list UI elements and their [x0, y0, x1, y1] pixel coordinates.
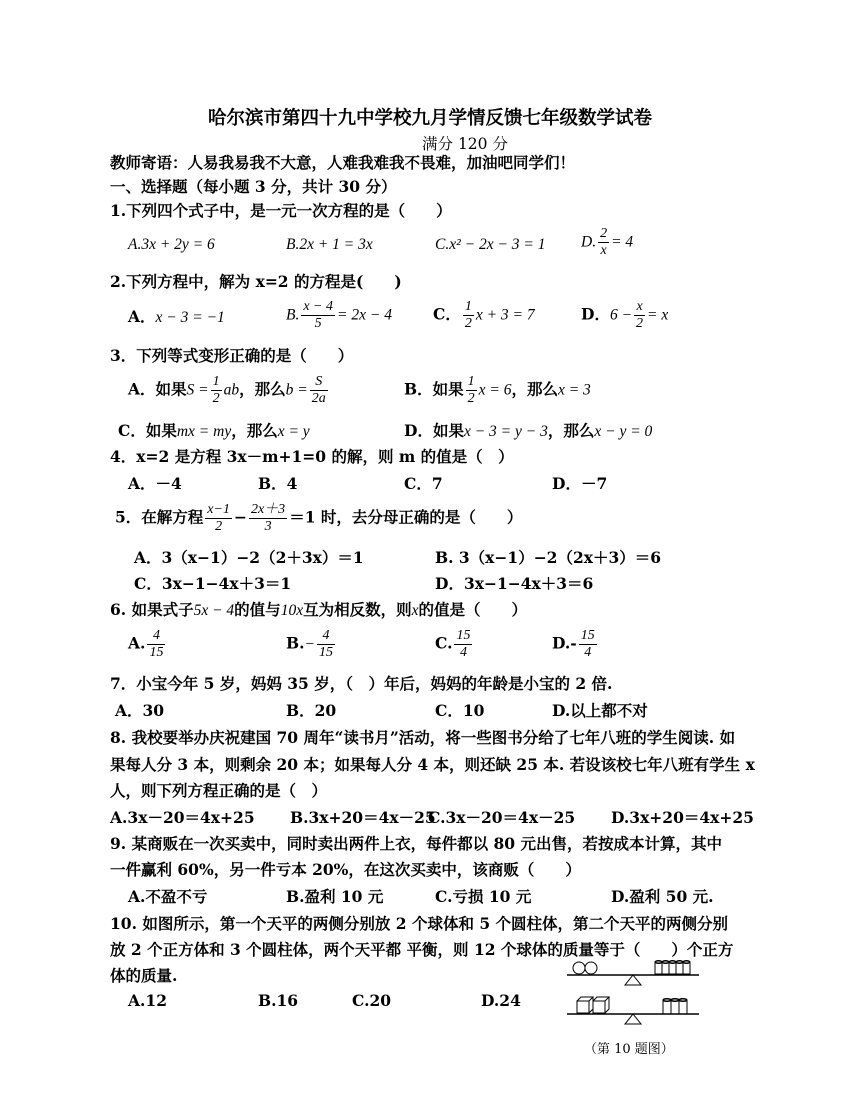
q1-d-num: 2	[600, 226, 608, 241]
q1-stem: 1.下列四个式子中，是一元一次方程的是（ ）	[110, 201, 452, 220]
q9-line1: 9. 某商贩在一次买卖中，同时卖出两件上衣，每件都以 80 元出售，若按成本计算，其中	[110, 834, 722, 853]
q7-option-c: C．10	[435, 701, 485, 720]
q3-d-pre: D．如果	[404, 421, 464, 440]
q6-b-sign: −	[304, 635, 315, 653]
q10-line1: 10. 如图所示，第一个天平的两侧分别放 2 个球体和 5 个圆柱体，第二个天平的两侧分别	[110, 914, 729, 933]
teacher-message: 教师寄语：人易我易我不大意，人难我难我不畏难，加油吧同学们！	[110, 153, 576, 172]
q5-option-b: B. 3（x−1）−2（2x＋3）＝6	[435, 548, 662, 567]
q5-stem	[115, 502, 522, 535]
q7-stem: 7．小宝今年 5 岁，妈妈 35 岁，（ ）年后，妈妈的年龄是小宝的 2 倍.	[110, 674, 613, 693]
q3-a-fraction	[211, 374, 222, 407]
q6-option-b	[286, 628, 337, 661]
q3-c-pre: C．如果	[118, 421, 177, 440]
q1-c-expr: x² − 2x − 3 = 1	[449, 236, 546, 253]
q10-line3: 体的质量.	[110, 966, 178, 985]
q6-option-d	[552, 628, 599, 661]
q2-d-pre: 6 −	[609, 306, 633, 324]
q1-option-b	[286, 233, 373, 256]
q1-option-a	[128, 233, 215, 256]
balance-2	[567, 997, 699, 1024]
section-heading: 一、选择题（每小题 3 分，共计 30 分）	[110, 177, 397, 196]
q4-option-b: B．4	[258, 474, 298, 493]
q8-option-b: B.3x+20＝4x－25	[290, 808, 436, 827]
q6-post2: 的值是（ ）	[418, 600, 527, 619]
q6-d-den: 4	[584, 645, 592, 660]
sphere-2	[585, 962, 597, 974]
q6-option-a	[128, 628, 167, 661]
q3-option-b	[404, 374, 591, 407]
q2-b-label: B.	[286, 306, 300, 324]
q2-stem: 2.下列方程中，解为 x=2 的方程是( )	[110, 272, 402, 291]
q6-b-den: 15	[318, 645, 333, 660]
q3-c-expr: mx = my	[176, 423, 232, 440]
q6-a-num: 4	[147, 628, 165, 645]
q3-a-s: S =	[186, 381, 209, 399]
sphere-1	[573, 962, 585, 974]
cylinders-5	[655, 961, 690, 975]
q2-option-c	[433, 299, 535, 332]
q3-a-num2: S	[310, 374, 328, 391]
fulcrum-1	[625, 975, 641, 985]
q3-d-res: x − y = 0	[594, 423, 653, 440]
q6-c-den: 4	[459, 645, 467, 660]
q2-d-num: x	[634, 299, 645, 316]
q5-num1: x−1	[207, 502, 230, 517]
q3-d-mid: ，那么	[547, 421, 595, 440]
q7-option-d: D.以上都不对	[552, 701, 648, 720]
q8-option-a: A.3x－20＝4x+25	[110, 808, 255, 827]
q6-a-fraction	[147, 628, 165, 661]
q6-a-den: 15	[149, 645, 164, 660]
q3-a-den2: 2a	[311, 391, 326, 406]
q6-b-fraction	[317, 628, 335, 661]
q9-line2: 一件赢利 60%，另一件亏本 20%，在这次买卖中，该商贩（ ）	[110, 860, 581, 879]
q3-a-fraction2	[310, 374, 328, 407]
q3-option-a	[128, 374, 330, 407]
cylinders-3	[663, 999, 687, 1015]
q1-a-label: A.	[128, 236, 142, 253]
q9-option-c: C.亏损 10 元	[435, 887, 532, 906]
q6-d-num: 15	[580, 628, 595, 643]
q1-option-d	[581, 226, 633, 259]
q5-option-d: D．3x−1−4x＋3＝6	[435, 574, 594, 593]
q3-a-pre: A．如果	[128, 379, 187, 399]
q6-var: x	[411, 602, 419, 619]
q3-b-fraction	[466, 374, 477, 407]
fulcrum-2	[625, 1014, 641, 1024]
q1-a-expr: 3x + 2y = 6	[141, 236, 215, 253]
q10-option-d: D.24	[481, 991, 521, 1010]
figure-caption: （第 10 题图）	[584, 1042, 674, 1057]
q3-c-mid: ，那么	[231, 421, 278, 440]
q2-d-den: 2	[636, 316, 644, 331]
q6-b-label: B.	[286, 633, 305, 653]
q6-a-label: A.	[128, 633, 146, 653]
q3-c-res: x = y	[277, 423, 310, 440]
q2-c-rest: x + 3 = 7	[475, 306, 535, 324]
q6-expr1: 5x − 4	[193, 602, 235, 619]
q2-a-label: A．	[128, 307, 156, 326]
q6-d-fraction	[579, 628, 597, 661]
q8-line1: 8. 我校要举办庆祝建国 70 周年“读书月”活动，将一些图书分给了七年八班的学生阅读. 如	[110, 728, 736, 747]
q3-option-c	[118, 420, 310, 443]
q3-d-expr: x − 3 = y − 3	[463, 423, 548, 440]
q8-line2: 果每人分 3 本，则剩余 20 本；如果每人分 4 本，则还缺 25 本. 若设该校七年八班有学生 x	[110, 755, 755, 774]
q2-c-fraction	[463, 299, 474, 332]
q3-b-res: x = 3	[557, 381, 591, 399]
q2-option-b	[286, 299, 392, 332]
q1-c-label: C.	[435, 236, 450, 253]
q6-stem	[110, 599, 527, 622]
q2-b-num: x − 4	[303, 299, 334, 314]
q6-c-label: C.	[435, 633, 453, 653]
q5-den2: 3	[264, 519, 272, 534]
q10-option-a: A.12	[128, 991, 167, 1010]
balance-1	[567, 961, 699, 986]
q5-fraction2	[249, 502, 287, 535]
q9-option-b: B.盈利 10 元	[286, 887, 384, 906]
q5-fraction1	[205, 502, 232, 535]
q2-c-num: 1	[464, 299, 472, 314]
q6-c-num: 15	[456, 628, 471, 643]
q6-pre: 6. 如果式子	[110, 600, 194, 619]
q2-b-fraction	[301, 299, 335, 332]
q5-minus: −	[233, 507, 247, 527]
q2-d-label: D．	[581, 304, 610, 324]
q2-c-label: C．	[433, 304, 461, 324]
q2-c-den: 2	[464, 316, 472, 331]
q2-d-rest: = x	[647, 306, 669, 324]
q3-b-num: 1	[467, 374, 475, 389]
q6-d-label: D.-	[552, 633, 577, 653]
q3-b-pre: B．如果	[404, 379, 464, 399]
q4-option-c: C．7	[404, 474, 443, 493]
q5-post: ＝1 时，去分母正确的是（ ）	[289, 507, 523, 527]
q7-option-a: A．30	[115, 701, 165, 720]
q4-option-a: A．－4	[128, 474, 182, 493]
q7-option-b: B．20	[286, 701, 337, 720]
q2-a-expr: x − 3 = −1	[155, 309, 225, 326]
q3-b-mid: ，那么	[511, 379, 558, 399]
q5-option-a: A．3（x−1）−2（2＋3x）＝1	[134, 548, 364, 567]
q8-line3: 人，则下列方程正确的是（ ）	[110, 781, 328, 800]
q2-d-fraction	[634, 299, 645, 332]
q10-option-c: C.20	[352, 991, 392, 1010]
q10-option-b: B.16	[258, 991, 299, 1010]
q5-option-c: C．3x−1−4x＋3＝1	[134, 574, 292, 593]
full-score: 满分 120 分	[422, 135, 508, 153]
cubes-2	[577, 997, 609, 1013]
q10-line2: 放 2 个正方体和 3 个圆柱体，两个天平都 平衡，则 12 个球体的质量等于（ ）个正方	[110, 940, 734, 959]
q1-b-expr: 2x + 1 = 3x	[299, 236, 373, 253]
q3-a-ab: ab	[223, 381, 240, 399]
q3-b-den: 2	[467, 391, 475, 406]
q3-a-den: 2	[212, 391, 220, 406]
q3-a-mid: ，那么	[239, 379, 286, 399]
q1-option-c	[435, 233, 546, 256]
q1-d-den: x	[600, 243, 607, 258]
q1-b-label: B.	[286, 236, 300, 253]
q8-option-c: C.3x－20＝4x－25	[428, 808, 576, 827]
q5-num2: 2x＋3	[250, 502, 286, 517]
q2-option-d	[581, 299, 668, 332]
q6-b-num: 4	[317, 628, 335, 645]
balance-figure	[563, 958, 713, 1033]
q2-b-den: 5	[314, 316, 322, 331]
q6-expr2: 10x	[280, 602, 304, 619]
q4-option-d: D．－7	[552, 474, 608, 493]
exam-title: 哈尔滨市第四十九中学校九月学情反馈七年级数学试卷	[207, 108, 652, 129]
q6-option-c	[435, 628, 474, 661]
q1-d-fraction	[598, 226, 609, 259]
q6-post: 互为相反数，则	[303, 600, 412, 619]
q6-c-fraction	[454, 628, 472, 661]
q8-option-d: D.3x+20＝4x+25	[611, 808, 754, 827]
q2-b-rest: = 2x − 4	[337, 306, 392, 324]
q3-stem: 3．下列等式变形正确的是（ ）	[110, 346, 354, 365]
q9-option-a: A.不盈不亏	[128, 887, 208, 906]
q3-a-num: 1	[212, 374, 220, 389]
q9-option-d: D.盈利 50 元.	[611, 887, 714, 906]
q1-d-label: D.	[581, 233, 597, 251]
q5-pre: 5．在解方程	[115, 507, 204, 527]
q3-b-expr: x = 6	[478, 381, 512, 399]
q6-mid: 的值与	[234, 600, 281, 619]
q3-option-d	[404, 420, 652, 443]
q2-option-a	[128, 306, 225, 329]
q4-stem: 4．x=2 是方程 3x－m+1=0 的解，则 m 的值是（ ）	[110, 447, 514, 466]
q1-d-rest: = 4	[611, 233, 634, 251]
q3-a-b: b =	[285, 381, 308, 399]
q5-den1: 2	[215, 519, 223, 534]
